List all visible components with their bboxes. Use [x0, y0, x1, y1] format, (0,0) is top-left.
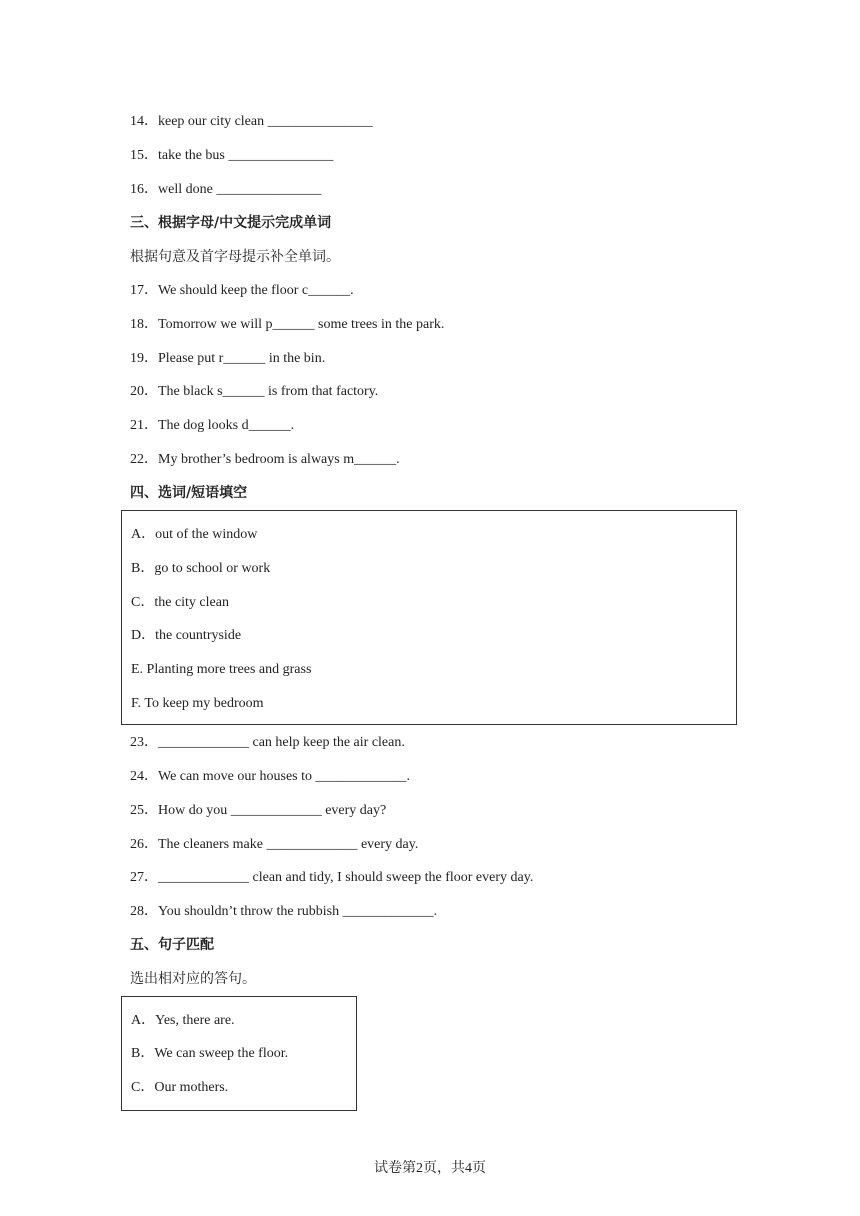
word-bank-option-a: A．out of the window [131, 527, 258, 542]
question-21: 21．The dog looks d______. [130, 418, 295, 433]
word-bank-option-f: F. To keep my bedroom [131, 696, 264, 711]
word-bank-option-c: C．the city clean [131, 595, 229, 610]
question-25: 25．How do you _____________ every day? [130, 803, 387, 818]
answer-option-b: B．We can sweep the floor. [131, 1046, 289, 1061]
answer-options-box [121, 996, 357, 1111]
question-18: 18．Tomorrow we will p______ some trees in the park. [130, 317, 445, 332]
question-23: 23．_____________ can help keep the air clean. [130, 735, 405, 750]
question-14: 14．keep our city clean _______________ [130, 114, 373, 129]
page-footer: 试卷第2页，共4页 [374, 1161, 486, 1176]
word-bank-box [121, 510, 737, 725]
question-15: 15．take the bus _______________ [130, 148, 334, 163]
question-16: 16．well done _______________ [130, 182, 322, 197]
section-four-heading: 四、选词/短语填空 [130, 485, 248, 501]
question-22: 22．My brother’s bedroom is always m______. [130, 452, 400, 467]
answer-option-c: C．Our mothers. [131, 1080, 229, 1095]
answer-option-a: A．Yes, there are. [131, 1013, 235, 1028]
question-20: 20．The black s______ is from that factory. [130, 384, 379, 399]
word-bank-option-e: E. Planting more trees and grass [131, 662, 312, 677]
question-17: 17．We should keep the floor c______. [130, 283, 354, 298]
question-27: 27．_____________ clean and tidy, I should sweep the floor every day. [130, 870, 534, 885]
word-bank-option-b: B．go to school or work [131, 561, 271, 576]
question-28: 28．You shouldn’t throw the rubbish _____________. [130, 904, 438, 919]
section-three-heading: 三、根据字母/中文提示完成单词 [130, 215, 332, 231]
section-three-instruction: 根据句意及首字母提示补全单词。 [130, 249, 340, 265]
section-five-heading: 五、句子匹配 [130, 937, 214, 953]
question-19: 19．Please put r______ in the bin. [130, 351, 326, 366]
question-24: 24．We can move our houses to _____________. [130, 769, 410, 784]
question-26: 26．The cleaners make _____________ every day. [130, 837, 419, 852]
word-bank-option-d: D．the countryside [131, 628, 242, 643]
section-five-instruction: 选出相对应的答句。 [130, 971, 256, 987]
